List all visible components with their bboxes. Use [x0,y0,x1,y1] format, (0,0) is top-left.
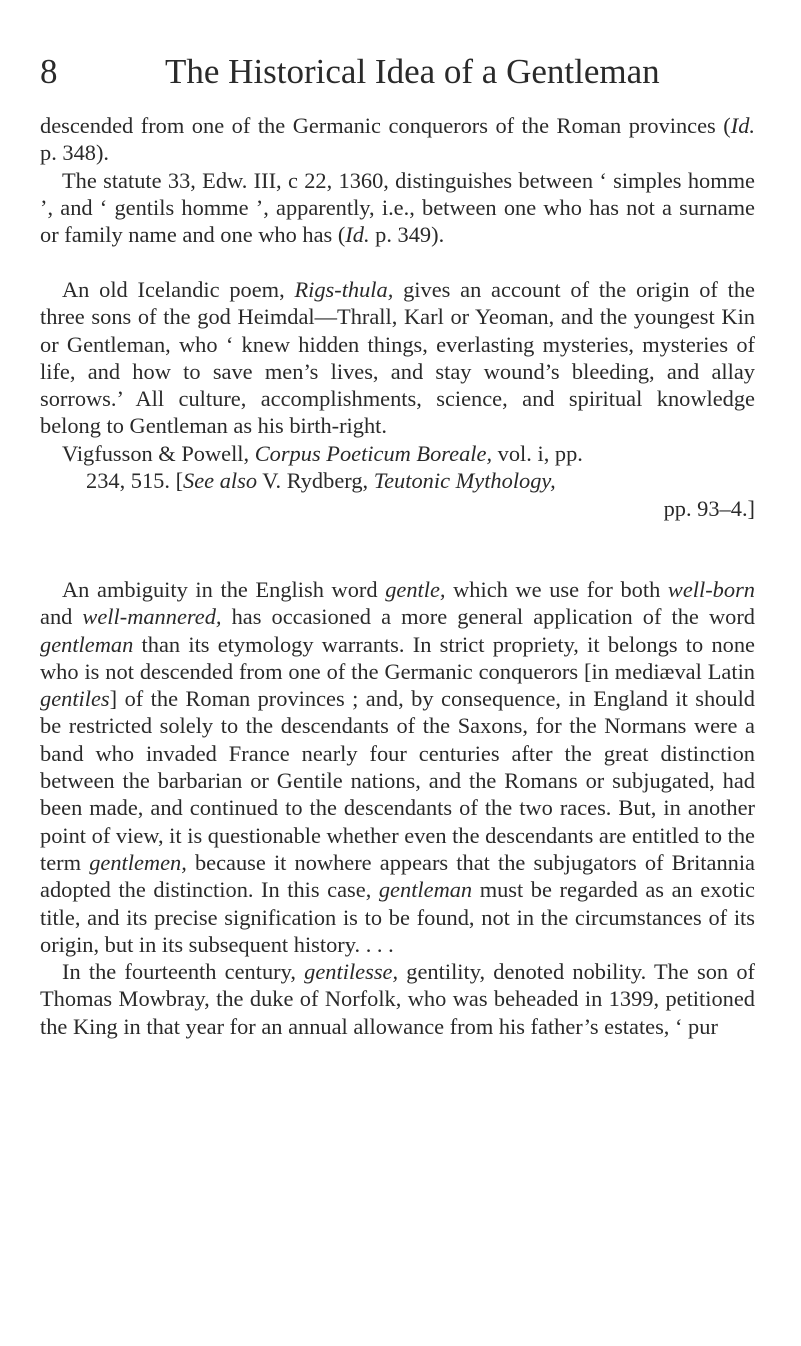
text-span: vol. i, pp. [492,441,583,466]
italic-term: gentiles [40,686,110,712]
citation-line-1 [62,440,755,467]
text-span: Vigfusson & Powell, [62,441,255,466]
icelandic-poem-passage [40,276,755,440]
paragraph-provinces [40,112,755,167]
paragraph-ambiguity [40,576,755,958]
reference-italic: Id. [730,113,755,138]
text-span: and [40,604,83,630]
italic-term: gentilesse, [304,959,399,985]
italic-term: well-mannered, [82,604,222,630]
text-span: In the fourteenth century, [62,959,305,985]
book-title: Teutonic Mythology, [373,468,556,494]
text-span: which we use for both [445,577,668,602]
text-span: The statute 33, Edw. III, c 22, 1360, distinguishes between ‘ simples homme ’, and ‘ gentils homme ’, apparently, i.e., between one who has not a surname or family name and one who has ( [40,167,755,248]
text-span: gentility, denoted nobility. The son of Thomas Mowbray, the duke of Norfolk, who was beheaded in 1399, petitioned the King in that year for an annual allowance from his father’s estates, ‘ pur [40,959,755,1039]
citation-line-3: pp. 93–4.] [663,495,755,521]
reference-italic: Id. [345,222,370,248]
text-span: must be regarded as an exotic title, and its precise signification is to be found, not in the circumstances of its origin, but in its subsequent history. . . . [40,877,755,957]
text-span: p. 348). [40,140,110,166]
text-span: than its etymology warrants. In strict propriety, it belongs to none who is not descended from one of the Germanic conquerors [in mediæval Latin [40,631,755,684]
page-header [40,46,760,98]
running-title: The Historical Idea of a Gentleman [165,52,660,91]
paragraph-fourteenth-century [40,958,755,1040]
see-also: See also [183,468,258,494]
text-span: gives an account of the origin of the three sons of the god Heimdal—Thrall, Karl or Yeoman, and the youngest Kin or Gentleman, who ‘ knew hidden things, everlasting mysteries, mysteries of life, and how to save men’s lives, and stay wound’s bleeding, and allay sorrows.’ All culture, accomplishments, science, and spiritual knowledge belong to Gentleman as his birth-right. [40,277,755,439]
italic-term: gentleman [378,877,473,903]
italic-term: well-born [667,577,755,602]
page-number: 8 [40,52,58,91]
citation-line-2 [86,467,755,494]
text-span: 234, 515. [ [86,468,184,494]
book-title: Corpus Poeticum Boreale, [254,441,493,466]
ambiguity-passage [40,576,755,1040]
text-span: V. Rydberg, [257,468,374,494]
italic-term: gentleman [40,631,134,657]
italic-term: gentlemen, [89,849,187,875]
text-span: An ambiguity in the English word [62,577,386,602]
paragraph-statute [40,167,755,249]
italic-term: gentle, [385,577,446,602]
text-span: has occasioned a more general application of the word [221,604,755,630]
text-span: p. 349). [369,222,445,248]
paragraph-rigs-thula [40,276,755,440]
text-span: ] of the Roman provinces ; and, by consequence, in England it should be restricted solely to the descendants of the Saxons, for the Normans were a band who invaded France nearly four centuries after the great distinction between the barbarian or Gentile nations, and the Romans or subjugated, had been made, and continued to the descendants of the two races. But, in another point of view, it is questionable whether even the descendants are entitled to the term [40,686,755,875]
text-span: because it nowhere appears that the subjugators of Britannia adopted the distinction. In this case, [40,849,755,903]
continued-passage [40,112,755,248]
citation-vigfusson [62,440,755,522]
text-span: An old Icelandic poem, [62,277,295,302]
text-span: descended from one of the Germanic conquerors of the Roman provinces ( [40,113,731,138]
poem-title: Rigs-thula, [294,277,394,302]
